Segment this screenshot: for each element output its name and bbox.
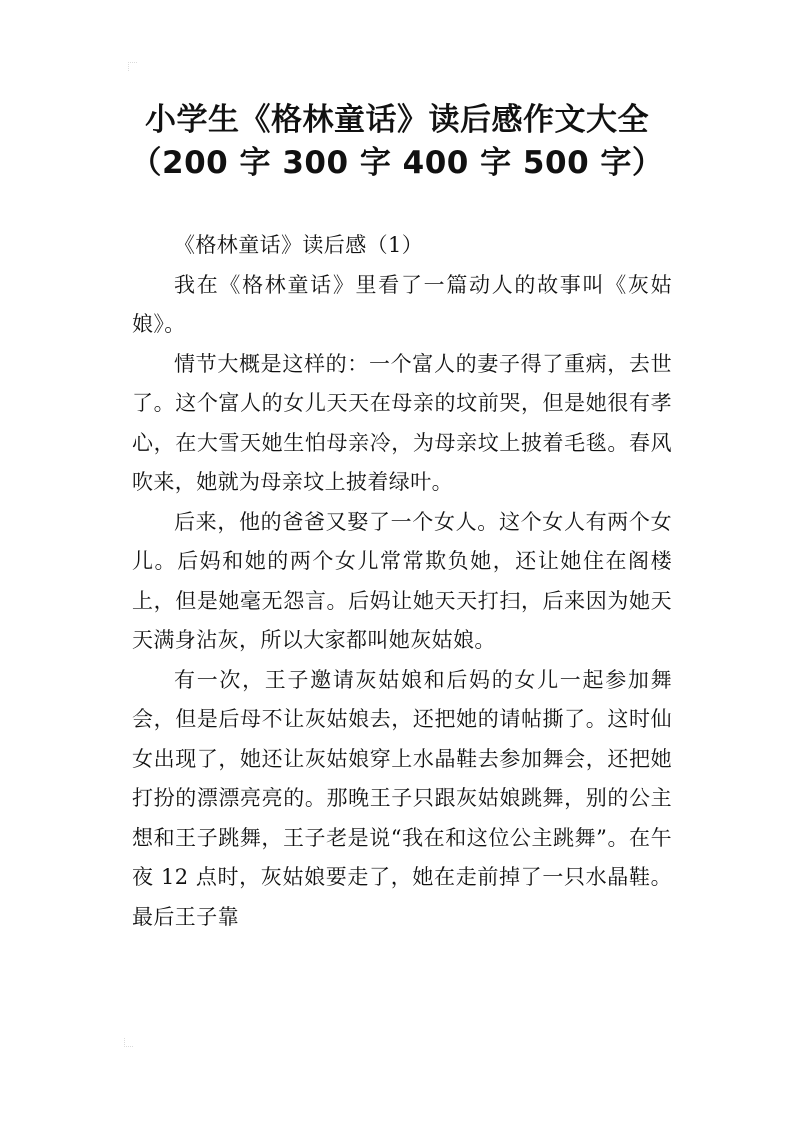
document-title: 小学生《格林童话》读后感作文大全 [145, 102, 649, 138]
crop-mark-top-left [128, 62, 137, 71]
paragraph-2: 情节大概是这样的：一个富人的妻子得了重病，去世了。这个富人的女儿天天在母亲的坟前哭，但是她很有孝心，在大雪天她生怕母亲冷，为母亲坟上披着毛毯。春风吹来，她就为母亲坟上披着绿叶。 [132, 351, 672, 494]
crop-mark-bottom-left [124, 1038, 133, 1047]
section-heading: 《格林童话》读后感（1） [174, 233, 424, 257]
article-body [132, 226, 672, 937]
paragraph-4: 有一次，王子邀请灰姑娘和后妈的女儿一起参加舞会，但是后母不让灰姑娘去，还把她的请帖撕了。这时仙女出现了，她还让灰姑娘穿上水晶鞋去参加舞会，还把她打扮的漂漂亮亮的。那晚王子只跟灰姑娘跳舞，别的公主想和王子跳舞，王子老是说“我在和这位公主跳舞”。在午夜 12 点时，灰姑娘要走了，她在走前掉了一只水晶鞋。最后王子靠 [132, 667, 672, 929]
document-subtitle: （200 字 300 字 400 字 500 字） [130, 145, 664, 181]
paragraph-1: 我在《格林童话》里看了一篇动人的故事叫《灰姑娘》。 [132, 272, 672, 336]
paragraph-3: 后来，他的爸爸又娶了一个女人。这个女人有两个女儿。后妈和她的两个女儿常常欺负她，还让她住在阁楼上，但是她毫无怨言。后妈让她天天打扫，后来因为她天天满身沾灰，所以大家都叫她灰姑娘。 [132, 509, 672, 652]
